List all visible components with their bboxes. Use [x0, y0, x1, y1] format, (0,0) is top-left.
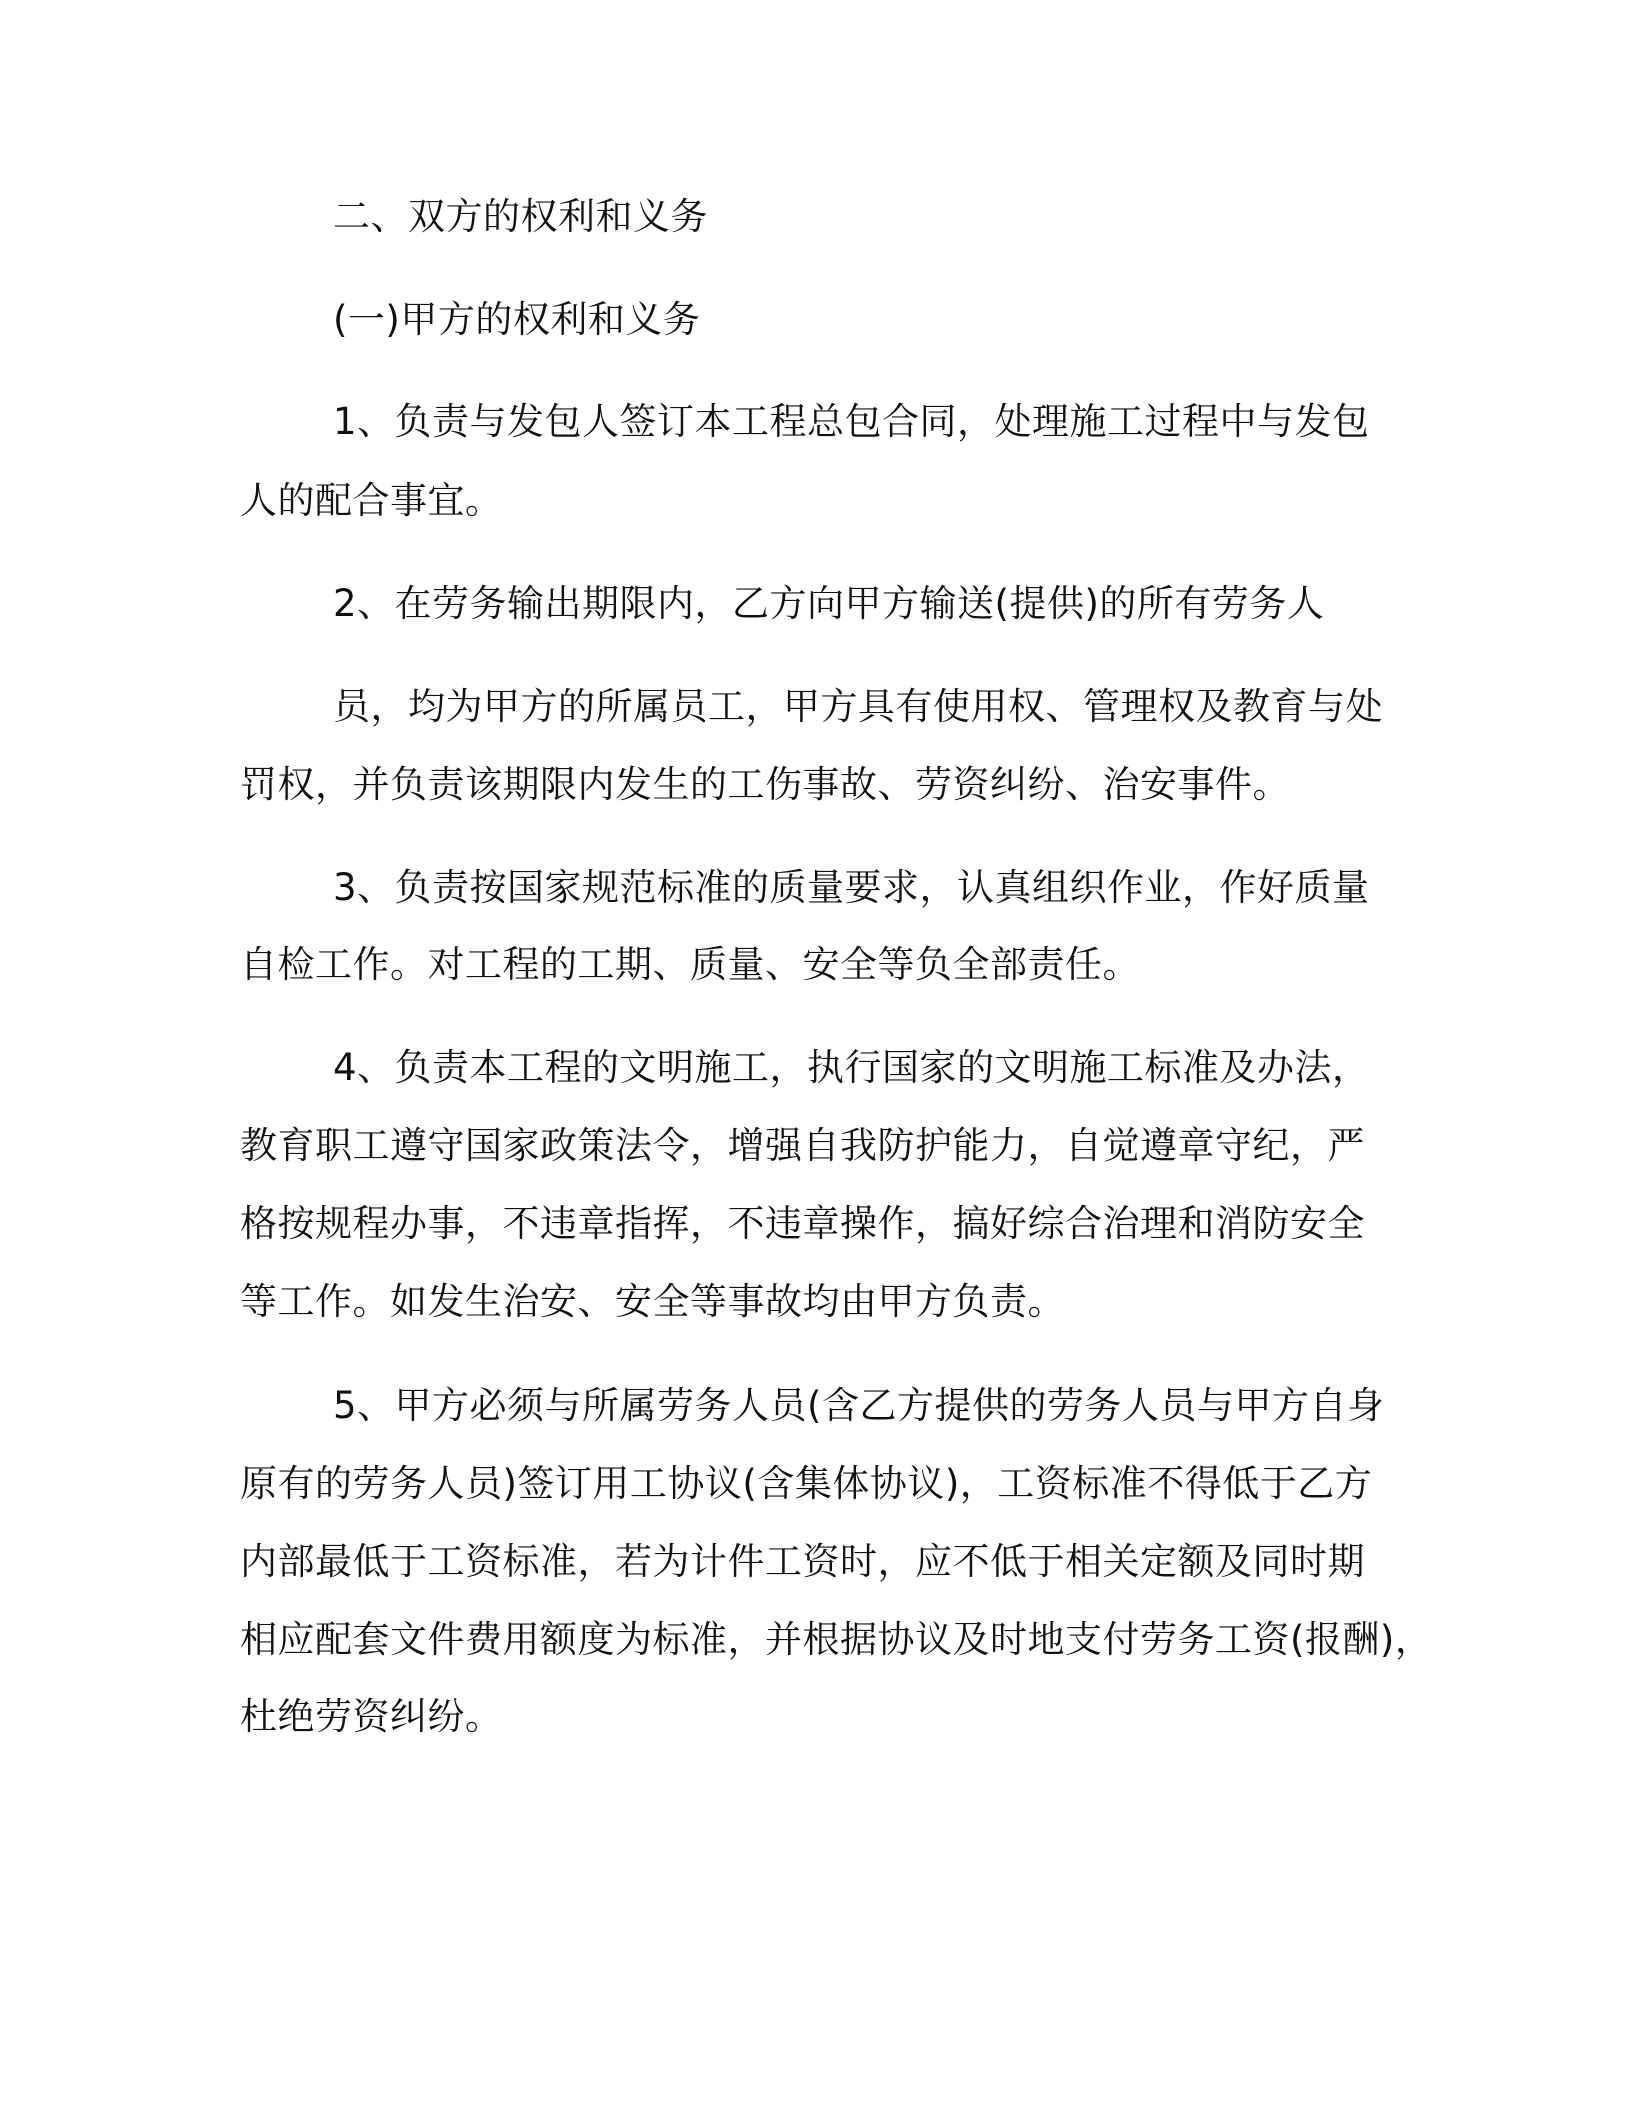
paragraph-line: 等工作。如发生治安、安全等事故均由甲方负责。	[240, 1280, 1065, 1323]
paragraph-line: 原有的劳务人员)签订用工协议(含集体协议)，工资标准不得低于乙方	[240, 1462, 1373, 1505]
paragraph-line: 杜绝劳资纠纷。	[240, 1695, 503, 1738]
paragraph-line: 人的配合事宜。	[240, 479, 503, 522]
paragraph-line: 相应配套文件费用额度为标准，并根据协议及时地支付劳务工资(报酬)，	[240, 1618, 1433, 1661]
paragraph-line: 员，均为甲方的所属员工，甲方具有使用权、管理权及教育与处	[333, 685, 1383, 728]
paragraph-line: 5、甲方必须与所属劳务人员(含乙方提供的劳务人员与甲方自身	[333, 1384, 1385, 1427]
paragraph-line: 1、负责与发包人签订本工程总包合同，处理施工过程中与发包	[333, 400, 1370, 443]
subsection-title: (一)甲方的权利和义务	[333, 298, 701, 341]
paragraph-line: 内部最低于工资标准，若为计件工资时，应不低于相关定额及同时期	[240, 1540, 1365, 1583]
paragraph-line: 罚权，并负责该期限内发生的工伤事故、劳资纠纷、治安事件。	[240, 763, 1290, 806]
section-title: 二、双方的权利和义务	[333, 195, 708, 238]
paragraph-line: 4、负责本工程的文明施工，执行国家的文明施工标准及办法，	[333, 1046, 1370, 1089]
paragraph-line: 教育职工遵守国家政策法令，增强自我防护能力，自觉遵章守纪，严	[240, 1124, 1365, 1167]
paragraph-line: 3、负责按国家规范标准的质量要求，认真组织作业，作好质量	[333, 866, 1370, 909]
paragraph-line: 自检工作。对工程的工期、质量、安全等负全部责任。	[240, 943, 1140, 986]
paragraph-line: 2、在劳务输出期限内，乙方向甲方输送(提供)的所有劳务人	[333, 582, 1325, 625]
paragraph-line: 格按规程办事，不违章指挥，不违章操作，搞好综合治理和消防安全	[240, 1202, 1365, 1245]
